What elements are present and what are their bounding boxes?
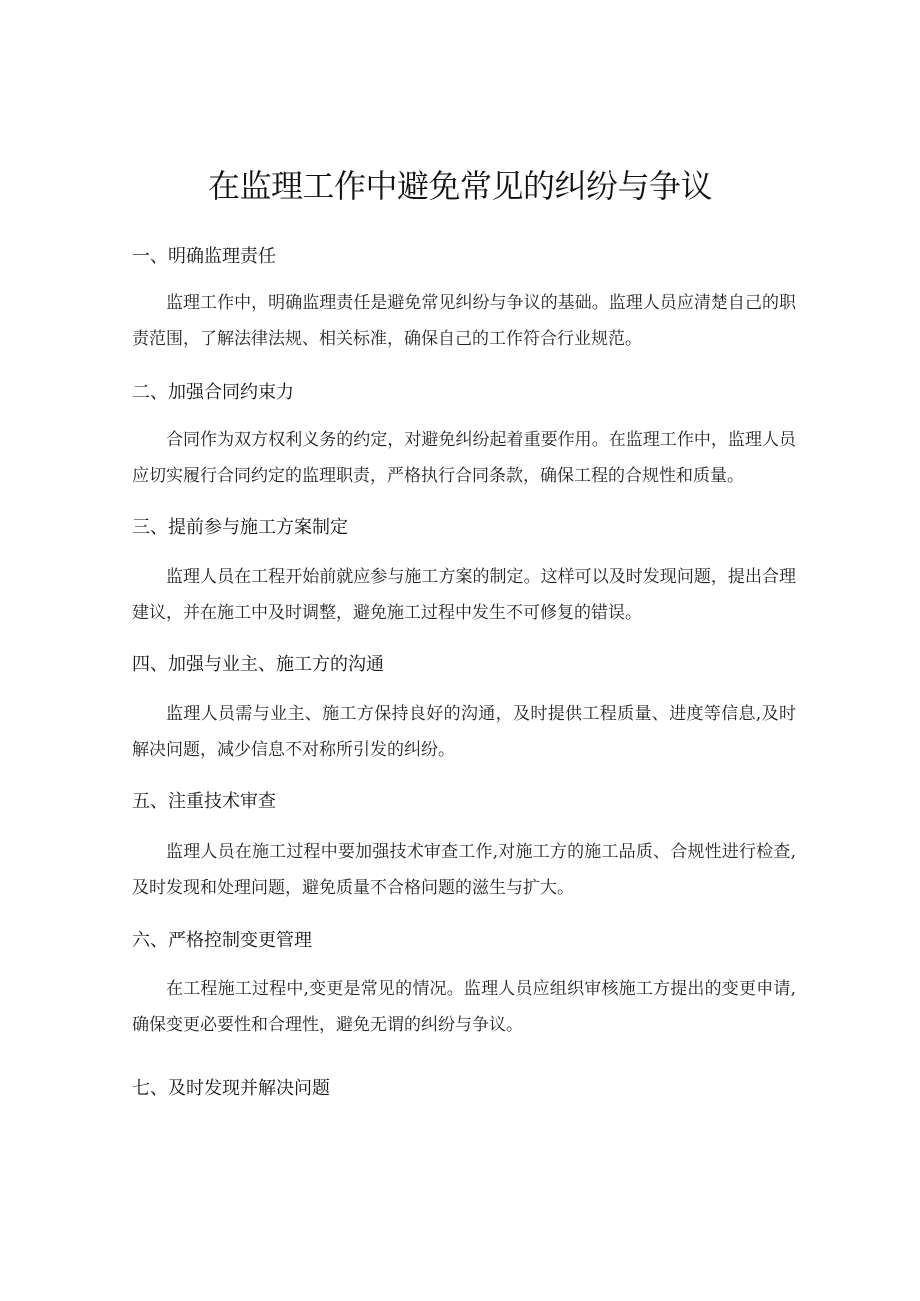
- section-paragraph: 监理人员在工程开始前就应参与施工方案的制定。这样可以及时发现问题，提出合理建议，并在施工中及时调整，避免施工过程中发生不可修复的错误。: [132, 567, 796, 623]
- section-heading: 一、明确监理责任: [132, 246, 276, 267]
- section-paragraph: 合同作为双方权利义务的约定，对避免纠纷起着重要作用。在监理工作中，监理人员应切实履行合同约定的监理职责，严格执行合同条款，确保工程的合规性和质量。: [132, 430, 796, 486]
- section-heading: 四、加强与业主、施工方的沟通: [132, 654, 384, 675]
- section-paragraph: 监理工作中，明确监理责任是避免常见纠纷与争议的基础。监理人员应清楚自己的职责范围，了解法律法规、相关标准，确保自己的工作符合行业规范。: [132, 293, 796, 349]
- section-paragraph: 在工程施工过程中,变更是常见的情况。监理人员应组织审核施工方提出的变更申请,确保变更必要性和合理性，避免无谓的纠纷与争议。: [132, 979, 796, 1035]
- document-title: 在监理工作中避免常见的纠纷与争议: [207, 167, 712, 205]
- section-heading: 七、及时发现并解决问题: [132, 1078, 330, 1099]
- section-paragraph: 监理人员在施工过程中要加强技术审查工作,对施工方的施工品质、合规性进行检查,及时发现和处理问题，避免质量不合格问题的滋生与扩大。: [132, 842, 796, 898]
- section-heading: 二、加强合同约束力: [132, 382, 294, 403]
- section-heading: 三、提前参与施工方案制定: [132, 517, 348, 538]
- section-heading: 六、严格控制变更管理: [132, 930, 312, 951]
- section-heading: 五、注重技术审查: [132, 791, 276, 812]
- section-paragraph: 监理人员需与业主、施工方保持良好的沟通，及时提供工程质量、进度等信息,及时解决问题，减少信息不对称所引发的纠纷。: [132, 704, 796, 760]
